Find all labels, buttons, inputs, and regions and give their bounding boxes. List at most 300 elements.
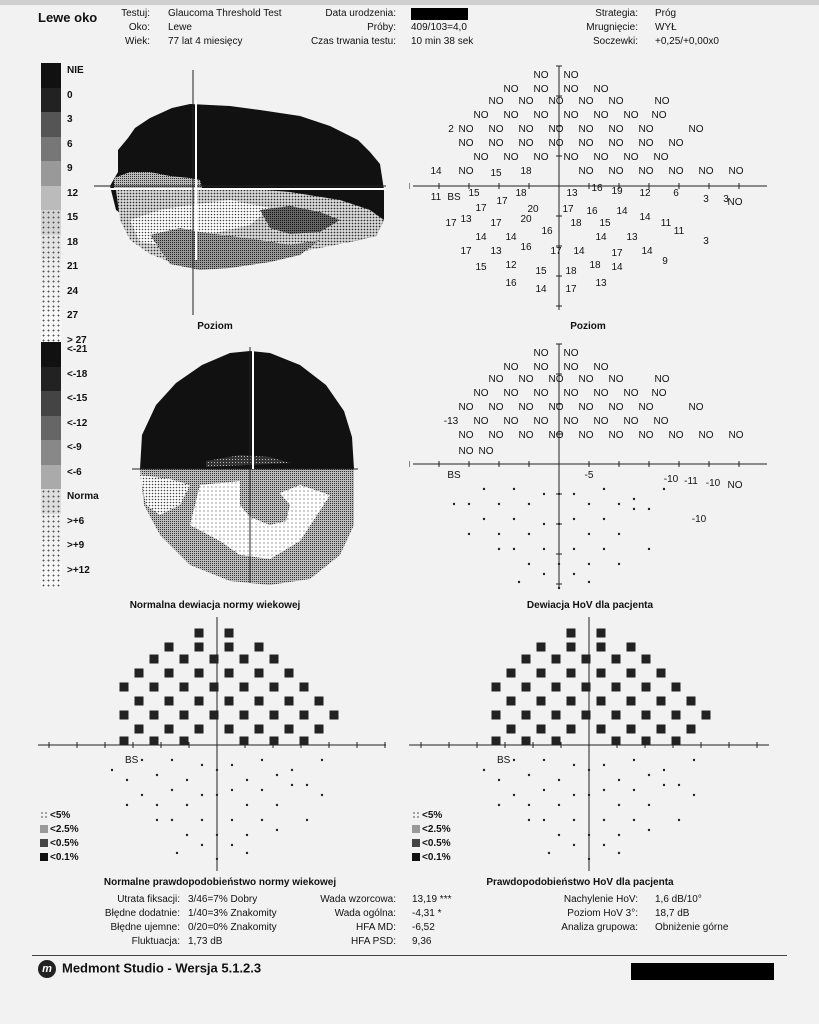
top-edge — [0, 0, 819, 5]
test-point-dot — [603, 488, 605, 490]
test-point-value: 16 — [505, 278, 517, 289]
hfa-md-value: -6,52 — [412, 922, 435, 933]
test-point-dot — [633, 789, 635, 791]
test-point-dot — [186, 804, 188, 806]
legend-01 — [40, 852, 79, 866]
test-point-value: 17 — [490, 218, 502, 229]
test-point-value: 11 — [660, 218, 672, 229]
deviation-legend — [41, 342, 101, 592]
legend2-01-swatch — [412, 853, 420, 861]
probability-mark — [507, 697, 516, 706]
test-point-value: NO — [488, 374, 504, 385]
test-point-dot — [261, 759, 263, 761]
prob-legend-2 — [412, 810, 451, 866]
test-point-value: NO — [458, 446, 474, 457]
test-point-value: NO — [623, 110, 639, 121]
legMid-swatch-9 — [41, 563, 61, 588]
test-point-value: NO — [503, 152, 519, 163]
test-point-value: NO — [638, 166, 654, 177]
test-point-value: NO — [578, 430, 594, 441]
probability-mark — [180, 737, 189, 746]
test-point-value: NO — [563, 388, 579, 399]
test-point-value: -10 — [705, 478, 721, 489]
test-point-dot — [618, 503, 620, 505]
legTop-swatch-2 — [41, 112, 61, 137]
probability-mark — [165, 643, 174, 652]
test-point-value: NO — [728, 166, 744, 177]
test-point-dot — [518, 581, 520, 583]
test-point-value: 15 — [468, 188, 480, 199]
test-point-value: 13 — [595, 278, 607, 289]
legTop-label-0: NIE — [67, 65, 84, 76]
test-point-dot — [276, 804, 278, 806]
hov-slope-value: 1,6 dB/10° — [655, 894, 702, 905]
test-point-value: NO — [651, 388, 667, 399]
test-point-value: NO — [608, 166, 624, 177]
group-analysis-value: Obniżenie górne — [655, 922, 729, 933]
test-point-dot — [558, 834, 560, 836]
probability-mark — [612, 683, 621, 692]
legMid-swatch-3 — [41, 416, 61, 441]
probability-mark — [612, 737, 621, 746]
probability-mark — [225, 697, 234, 706]
caption-pattern-probability: Prawdopodobieństwo HoV dla pacjenta — [486, 877, 674, 888]
test-point-value: NO — [578, 402, 594, 413]
test-point-value: 14 — [641, 246, 653, 257]
legend-05-label: <0.5% — [50, 838, 79, 849]
test-point-value: -5 — [584, 470, 594, 481]
test-point-dot — [588, 794, 590, 796]
probability-mark — [642, 711, 651, 720]
hfa-md-label: HFA MD: — [355, 922, 396, 933]
test-point-value: NO — [593, 152, 609, 163]
test-point-value: 14 — [535, 284, 547, 295]
probability-mark — [567, 629, 576, 638]
probability-mark — [255, 669, 264, 678]
probability-mark — [522, 737, 531, 746]
test-point-value: 3 — [703, 194, 709, 205]
age-value: 77 lat 4 miesięcy — [168, 36, 243, 47]
probability-mark — [672, 737, 681, 746]
probability-mark — [210, 711, 219, 720]
test-point-value: NO — [503, 84, 519, 95]
test-point-value: NO — [473, 416, 489, 427]
test-point-dot — [246, 834, 248, 836]
test-point-value: NO — [458, 138, 474, 149]
probability-mark — [612, 655, 621, 664]
test-point-value: 9 — [662, 256, 668, 267]
test-point-value: 15 — [490, 168, 502, 179]
test-point-value: NO — [533, 416, 549, 427]
probability-mark — [210, 683, 219, 692]
deviation-values-plot — [409, 340, 771, 592]
probability-mark — [672, 683, 681, 692]
legend2-25-label: <2.5% — [422, 824, 451, 835]
test-point-value: 14 — [595, 232, 607, 243]
test-point-dot — [171, 789, 173, 791]
test-point-value: 18 — [515, 188, 527, 199]
probability-mark — [552, 737, 561, 746]
probability-mark — [612, 711, 621, 720]
legend-25-swatch — [40, 825, 48, 833]
probability-mark — [657, 669, 666, 678]
test-point-value: NO — [563, 152, 579, 163]
legMid-swatch-1 — [41, 367, 61, 392]
test-point-value: NO — [698, 166, 714, 177]
legend2-25 — [412, 824, 451, 838]
test-point-value: NO — [668, 166, 684, 177]
test-point-value: NO — [563, 110, 579, 121]
probability-mark — [195, 725, 204, 734]
probability-mark — [552, 655, 561, 664]
test-point-dot — [528, 503, 530, 505]
test-point-dot — [573, 819, 575, 821]
test-point-dot — [558, 779, 560, 781]
test-point-dot — [603, 518, 605, 520]
test-point-dot — [126, 779, 128, 781]
test-point-dot — [276, 774, 278, 776]
test-point-value: 18 — [570, 218, 582, 229]
test-point-dot — [543, 789, 545, 791]
test-point-dot — [543, 493, 545, 495]
probability-mark — [552, 683, 561, 692]
probability-mark — [165, 725, 174, 734]
test-label: Testuj: — [121, 8, 150, 19]
test-point-value: NO — [518, 374, 534, 385]
general-defect-label: Wada ogólna: — [334, 908, 396, 919]
test-point-dot — [231, 764, 233, 766]
test-point-value: 17 — [445, 218, 457, 229]
legMid-swatch-7 — [41, 514, 61, 539]
probability-mark — [135, 697, 144, 706]
test-point-value: NO — [488, 124, 504, 135]
test-point-dot — [261, 789, 263, 791]
probability-mark — [165, 697, 174, 706]
probability-mark — [285, 697, 294, 706]
test-point-value: NO — [608, 124, 624, 135]
test-point-value: 13 — [566, 188, 578, 199]
test-point-dot — [573, 518, 575, 520]
test-point-value: NO — [548, 124, 564, 135]
hfa-psd-value: 9,36 — [412, 936, 432, 947]
probability-mark — [165, 669, 174, 678]
test-point-value: NO — [608, 430, 624, 441]
test-point-dot — [648, 548, 650, 550]
legMid-label-8: >+9 — [67, 540, 85, 551]
test-point-dot — [498, 548, 500, 550]
probability-mark — [255, 725, 264, 734]
test-point-dot — [468, 503, 470, 505]
test-point-value: NO — [593, 388, 609, 399]
probability-mark — [270, 711, 279, 720]
probability-mark — [195, 643, 204, 652]
legend2-25-swatch — [412, 825, 420, 833]
test-point-value: NO — [623, 416, 639, 427]
test-point-dot — [231, 789, 233, 791]
test-point-dot — [573, 844, 575, 846]
probability-mark — [210, 655, 219, 664]
probability-mark — [300, 683, 309, 692]
test-point-dot — [246, 804, 248, 806]
test-point-value: NO — [488, 430, 504, 441]
test-point-value: -13 — [443, 416, 459, 427]
test-point-value: NO — [488, 96, 504, 107]
test-point-dot — [528, 563, 530, 565]
test-point-dot — [513, 759, 515, 761]
test-point-dot — [306, 819, 308, 821]
test-point-value: NO — [668, 138, 684, 149]
test-point-value: NO — [518, 430, 534, 441]
test-point-dot — [618, 804, 620, 806]
legend-5-label: <5% — [50, 810, 71, 821]
test-point-value: 13 — [626, 232, 638, 243]
probability-mark — [492, 683, 501, 692]
test-point-dot — [588, 858, 590, 860]
test-point-dot — [633, 498, 635, 500]
legMid-label-4: <-9 — [67, 442, 82, 453]
test-point-dot — [171, 819, 173, 821]
test-point-dot — [603, 789, 605, 791]
test-point-dot — [126, 804, 128, 806]
legend2-05-label: <0.5% — [422, 838, 451, 849]
test-point-dot — [573, 493, 575, 495]
test-point-value: NO — [653, 416, 669, 427]
probability-mark — [597, 629, 606, 638]
probability-mark — [672, 711, 681, 720]
test-point-dot — [483, 769, 485, 771]
legMid-label-0: <-21 — [67, 344, 88, 355]
legend-01-swatch — [40, 853, 48, 861]
test-point-value: NO — [503, 362, 519, 373]
lens-value: +0,25/+0,00x0 — [655, 36, 719, 47]
probability-mark — [255, 643, 264, 652]
test-point-value: NO — [533, 84, 549, 95]
legMid-swatch-2 — [41, 391, 61, 416]
legMid-label-1: <-18 — [67, 368, 88, 380]
test-point-dot — [603, 764, 605, 766]
test-point-dot — [588, 834, 590, 836]
test-point-value: NO — [533, 152, 549, 163]
legTop-swatch-8 — [41, 259, 61, 284]
probability-mark — [150, 683, 159, 692]
test-point-value: NO — [518, 124, 534, 135]
test-point-dot — [548, 852, 550, 854]
probability-mark — [135, 669, 144, 678]
caption-total-deviation: Normalna dewiacja normy wiekowej — [129, 600, 301, 611]
test-point-value: NO — [548, 138, 564, 149]
legMid-label-9: >+12 — [67, 564, 90, 576]
test-point-value: -10 — [663, 474, 679, 485]
test-point-value: 13 — [460, 214, 472, 225]
deviation-greyscale-map — [130, 345, 360, 585]
probability-mark — [270, 683, 279, 692]
trials-label: Próby: — [367, 22, 396, 33]
test-point-value: NO — [698, 430, 714, 441]
test-point-value: NO — [727, 197, 743, 208]
probability-mark — [285, 669, 294, 678]
dob-redacted — [411, 8, 468, 20]
test-point-dot — [618, 563, 620, 565]
probability-mark — [537, 643, 546, 652]
legMid-swatch-5 — [41, 465, 61, 490]
probability-mark — [642, 655, 651, 664]
test-point-value: NO — [518, 402, 534, 413]
test-point-dot — [186, 834, 188, 836]
test-point-dot — [216, 858, 218, 860]
test-point-value: NO — [473, 388, 489, 399]
test-point-dot — [498, 779, 500, 781]
legend-5 — [40, 810, 79, 824]
test-point-value: NO — [593, 416, 609, 427]
probability-mark — [120, 737, 129, 746]
test-point-dot — [176, 852, 178, 854]
test-point-dot — [498, 533, 500, 535]
probability-mark — [582, 655, 591, 664]
test-point-dot — [588, 581, 590, 583]
legTop-label-10: 27 — [67, 310, 79, 321]
legend-01-label: <0.1% — [50, 852, 79, 863]
test-point-dot — [693, 794, 695, 796]
test-point-value: 17 — [475, 203, 487, 214]
test-point-value: 14 — [505, 232, 517, 243]
probability-mark — [120, 711, 129, 720]
test-point-dot — [678, 784, 680, 786]
software-version: Medmont Studio - Wersja 5.1.2.3 — [62, 960, 262, 976]
probability-mark — [687, 697, 696, 706]
footer-rule — [32, 955, 787, 956]
test-point-value: NO — [608, 402, 624, 413]
prob-legend-1 — [40, 810, 79, 866]
probability-mark — [537, 669, 546, 678]
medmont-logo: m — [38, 960, 56, 978]
trials-value: 409/103=4,0 — [411, 22, 467, 33]
probability-mark — [492, 711, 501, 720]
test-point-value: 14 — [475, 232, 487, 243]
probability-mark — [150, 711, 159, 720]
blink-label: Mrugnięcie: — [586, 22, 638, 33]
probability-mark — [597, 697, 606, 706]
probability-mark — [567, 697, 576, 706]
test-point-dot — [201, 819, 203, 821]
test-point-dot — [588, 533, 590, 535]
test-point-dot — [663, 784, 665, 786]
test-point-value: 18 — [520, 166, 532, 177]
test-point-value: NO — [458, 166, 474, 177]
probability-mark — [240, 737, 249, 746]
legTop-swatch-7 — [41, 235, 61, 260]
test-point-value: NO — [688, 402, 704, 413]
hfa-psd-label: HFA PSD: — [350, 936, 396, 947]
test-point-value: NO — [688, 124, 704, 135]
false-negative-label: Błędne ujemne: — [110, 922, 180, 933]
test-point-value: NO — [623, 152, 639, 163]
test-point-dot — [618, 852, 620, 854]
legend2-05 — [412, 838, 451, 852]
test-point-value: NO — [638, 402, 654, 413]
hov-level-value: 18,7 dB — [655, 908, 690, 919]
probability-mark — [195, 629, 204, 638]
test-point-dot — [528, 804, 530, 806]
probability-mark — [537, 725, 546, 734]
test-point-value: 19 — [611, 186, 623, 197]
probability-mark — [240, 655, 249, 664]
legend2-05-swatch — [412, 839, 420, 847]
deviation-scotoma — [140, 351, 354, 469]
threshold-greyscale-map — [90, 60, 390, 330]
caption-threshold-values: Poziom — [570, 321, 606, 332]
eye-title: Lewe oko — [38, 10, 98, 25]
legend2-01-label: <0.1% — [422, 852, 451, 863]
eye-label: Oko: — [128, 22, 150, 33]
legend-05-swatch — [40, 839, 48, 847]
probability-mark — [120, 683, 129, 692]
test-point-dot — [498, 503, 500, 505]
probability-mark — [240, 711, 249, 720]
test-point-value: NO — [563, 416, 579, 427]
test-point-dot — [156, 819, 158, 821]
test-point-value: NO — [578, 96, 594, 107]
test-point-value: 17 — [550, 246, 562, 257]
test-point-value: 11 — [430, 192, 442, 203]
test-point-dot — [618, 834, 620, 836]
test-point-value: NO — [563, 348, 579, 359]
probability-mark — [582, 711, 591, 720]
legMid-label-3: <-12 — [67, 417, 88, 429]
legTop-label-3: 6 — [67, 138, 73, 150]
test-point-value: 11 — [673, 226, 685, 237]
test-point-value: NO — [728, 430, 744, 441]
legTop-label-9: 24 — [67, 285, 79, 297]
test-point-dot — [276, 829, 278, 831]
test-point-dot — [216, 769, 218, 771]
test-point-dot — [633, 819, 635, 821]
test-point-dot — [261, 819, 263, 821]
test-point-value: NO — [651, 110, 667, 121]
legend2-5-label: <5% — [422, 810, 443, 821]
threshold-values-plot — [409, 62, 771, 314]
test-point-dot — [321, 759, 323, 761]
probability-mark — [180, 683, 189, 692]
legMid-label-2: <-15 — [67, 393, 88, 404]
probability-mark — [300, 737, 309, 746]
test-point-dot — [588, 769, 590, 771]
eye-value: Lewe — [168, 22, 192, 33]
probability-mark — [627, 725, 636, 734]
test-point-dot — [558, 523, 560, 525]
probability-mark — [642, 683, 651, 692]
test-point-value: NO — [578, 374, 594, 385]
test-point-value: 14 — [616, 206, 628, 217]
test-point-value: NO — [578, 138, 594, 149]
legMid-swatch-4 — [41, 440, 61, 465]
test-point-dot — [558, 804, 560, 806]
test-point-value: NO — [548, 430, 564, 441]
test-point-value: 17 — [611, 248, 623, 259]
test-point-value: NO — [458, 402, 474, 413]
probability-mark — [180, 655, 189, 664]
test-point-dot — [291, 769, 293, 771]
test-point-dot — [573, 573, 575, 575]
test-point-value: NO — [668, 430, 684, 441]
test-point-dot — [648, 774, 650, 776]
probability-mark — [225, 643, 234, 652]
legTop-label-5: 12 — [67, 187, 79, 199]
legMid-label-7: >+6 — [67, 515, 85, 527]
test-point-value: NO — [593, 110, 609, 121]
probability-mark — [300, 711, 309, 720]
test-point-value: NO — [518, 138, 534, 149]
test-point-dot — [558, 493, 560, 495]
